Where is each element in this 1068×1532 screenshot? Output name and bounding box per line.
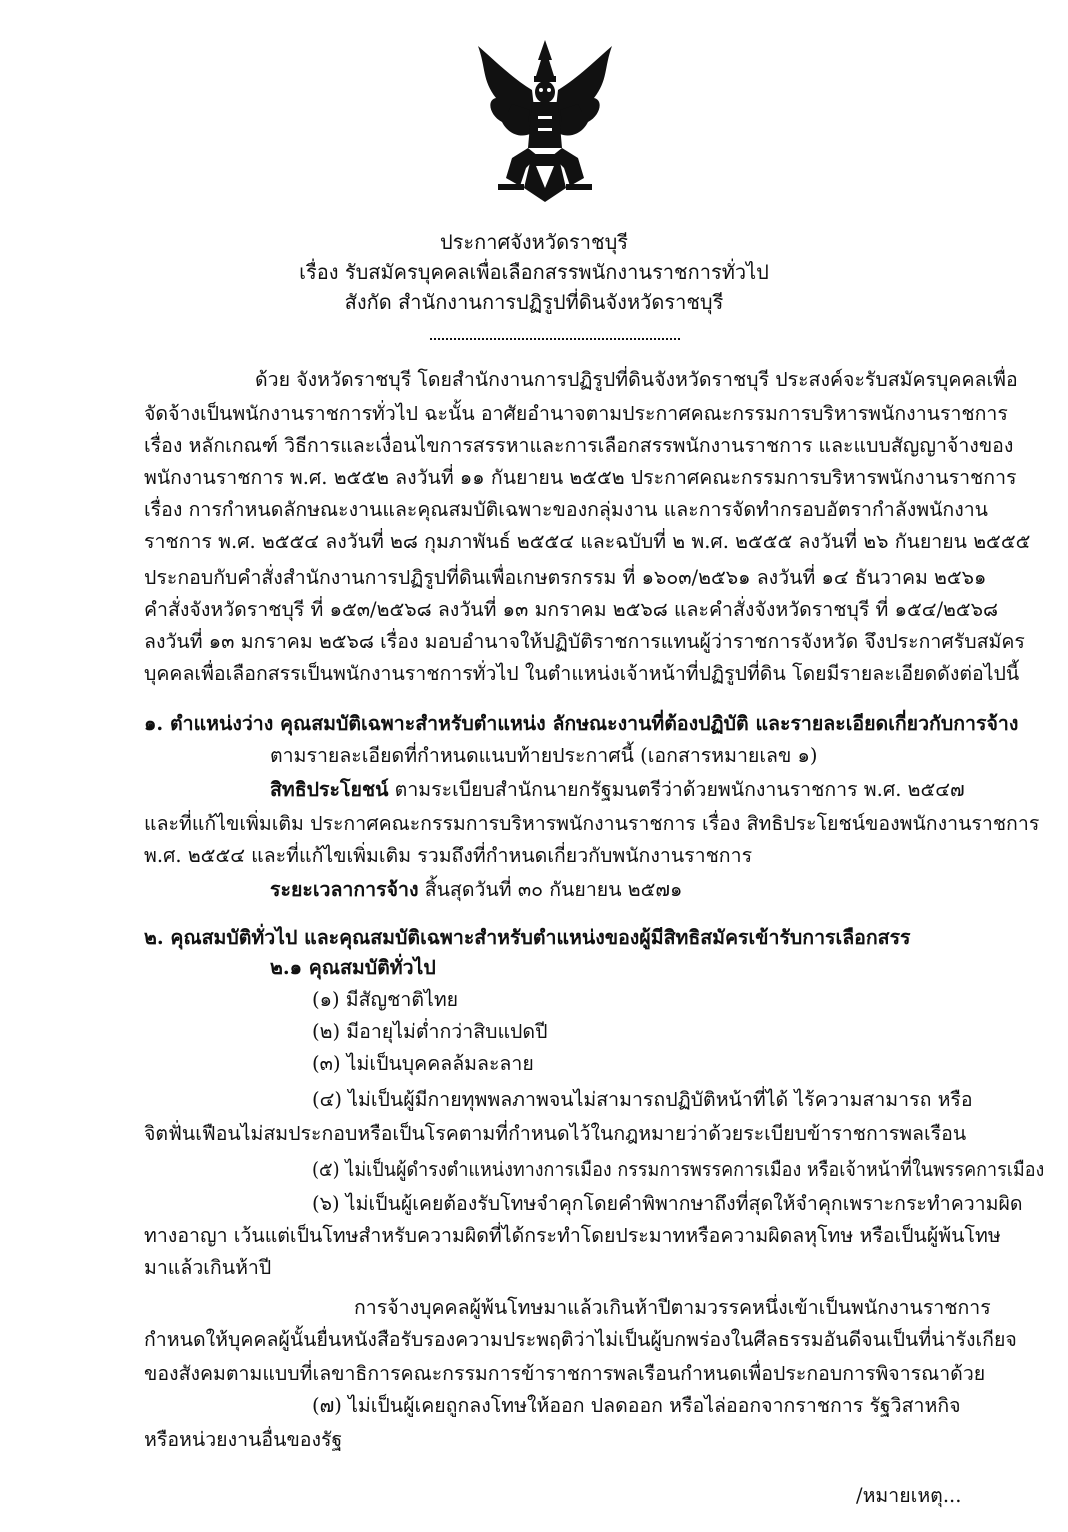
intro-line: คำสั่งจังหวัดราชบุรี ที่ ๑๕๓/๒๕๖๘ ลงวันที่ ๑๓ มกราคม ๒๕๖๘ และคำสั่งจังหวัดราชบุรี ที่ ๑๕๔/๒๕๖๘ <box>144 598 999 621</box>
qualification-item: (๒) มีอายุไม่ต่ำกว่าสิบแปดปี <box>312 1020 548 1043</box>
announcement-unit: สังกัด สำนักงานการปฏิรูปที่ดินจังหวัดราชบุรี <box>344 290 724 314</box>
intro-line: ประกอบกับคำสั่งสำนักงานการปฏิรูปที่ดินเพื่อเกษตรกรรม ที่ ๑๖๐๓/๒๕๖๑ ลงวันที่ ๑๔ ธันวาคม ๒๕๖๑ <box>144 566 987 589</box>
benefits-continuation: พ.ศ. ๒๕๕๔ และที่แก้ไขเพิ่มเติม รวมถึงที่กำหนดเกี่ยวกับพนักงานราชการ <box>144 844 753 867</box>
header-divider <box>430 338 680 340</box>
announcement-subject: เรื่อง รับสมัครบุคคลเพื่อเลือกสรรพนักงานราชการทั่วไป <box>299 260 769 284</box>
qualification-item-continuation: มาแล้วเกินห้าปี <box>144 1256 272 1279</box>
intro-line: ราชการ พ.ศ. ๒๕๕๔ ลงวันที่ ๒๘ กุมภาพันธ์ ๒๕๕๔ และฉบับที่ ๒ พ.ศ. ๒๕๕๕ ลงวันที่ ๒๖ กันยายน ๒๕๕๕ <box>144 530 1031 553</box>
period-label: ระยะเวลาการจ้าง <box>270 878 419 901</box>
qualification-item: (๓) ไม่เป็นบุคคลล้มละลาย <box>312 1052 534 1075</box>
intro-line: เรื่อง หลักเกณฑ์ วิธีการและเงื่อนไขการสรรหาและการเลือกสรรพนักงานราชการ และแบบสัญญาจ้างของ <box>144 434 1014 457</box>
section1-heading: ๑. ตำแหน่งว่าง คุณสมบัติเฉพาะสำหรับตำแหน่ง ลักษณะงานที่ต้องปฏิบัติ และรายละเอียดเกี่ยวกับการจ้าง <box>144 712 1019 735</box>
period-text: สิ้นสุดวันที่ ๓๐ กันยายน ๒๕๗๑ <box>418 878 683 901</box>
period-line <box>270 876 682 904</box>
section2-heading: ๒. คุณสมบัติทั่วไป และคุณสมบัติเฉพาะสำหรับตำแหน่งของผู้มีสิทธิสมัครเข้ารับการเลือกสรร <box>144 926 911 949</box>
intro-line: ด้วย จังหวัดราชบุรี โดยสำนักงานการปฏิรูปที่ดินจังหวัดราชบุรี ประสงค์จะรับสมัครบุคคลเพื่อ <box>255 368 1018 391</box>
intro-line: ลงวันที่ ๑๓ มกราคม ๒๕๖๘ เรื่อง มอบอำนาจให้ปฏิบัติราชการแทนผู้ว่าราชการจังหวัด จึงประกาศรับสมัคร <box>144 630 1025 653</box>
qualification-item-continuation: หรือหน่วยงานอื่นของรัฐ <box>144 1428 343 1451</box>
qualification-item: (๔) ไม่เป็นผู้มีกายทุพพลภาพจนไม่สามารถปฏิบัติหน้าที่ได้ ไร้ความสามารถ หรือ <box>312 1088 973 1111</box>
benefits-line <box>270 776 965 804</box>
intro-line: จัดจ้างเป็นพนักงานราชการทั่วไป ฉะนั้น อาศัยอำนาจตามประกาศคณะกรรมการบริหารพนักงานราชการ <box>144 402 1008 425</box>
intro-line: เรื่อง การกำหนดลักษณะงานและคุณสมบัติเฉพาะของกลุ่มงาน และการจัดทำกรอบอัตรากำลังพนักงาน <box>144 498 989 521</box>
note-line: ของสังคมตามแบบที่เลขาธิการคณะกรรมการข้าราชการพลเรือนกำหนดเพื่อประกอบการพิจารณาด้วย <box>144 1362 986 1385</box>
benefits-text: ตามระเบียบสำนักนายกรัฐมนตรีว่าด้วยพนักงานราชการ พ.ศ. ๒๕๔๗ <box>388 778 965 801</box>
section1-detail: ตามรายละเอียดที่กำหนดแนบท้ายประกาศนี้ (เอกสารหมายเลข ๑) <box>270 744 818 767</box>
note-line: กำหนดให้บุคคลผู้นั้นยื่นหนังสือรับรองความประพฤติว่าไม่เป็นผู้บกพร่องในศีลธรรมอันดีจนเป็นที่น่ารังเกียจ <box>144 1328 1017 1351</box>
qualification-item-continuation: ทางอาญา เว้นแต่เป็นโทษสำหรับความผิดที่ได้กระทำโดยประมาทหรือความผิดลหุโทษ หรือเป็นผู้พ้นโทษ <box>144 1224 1001 1247</box>
intro-line: บุคคลเพื่อเลือกสรรเป็นพนักงานราชการทั่วไป ในตำแหน่งเจ้าหน้าที่ปฏิรูปที่ดิน โดยมีรายละเอียดดังต่อไปนี้ <box>144 662 1020 685</box>
intro-line: พนักงานราชการ พ.ศ. ๒๕๕๒ ลงวันที่ ๑๑ กันยายน ๒๕๕๒ ประกาศคณะกรรมการบริหารพนักงานราชการ <box>144 466 1017 489</box>
garuda-emblem-icon <box>472 38 618 206</box>
qualification-item: (๖) ไม่เป็นผู้เคยต้องรับโทษจำคุกโดยคำพิพากษาถึงที่สุดให้จำคุกเพราะกระทำความผิด <box>312 1192 1023 1215</box>
announcement-title: ประกาศจังหวัดราชบุรี <box>439 230 629 254</box>
note-line: การจ้างบุคคลผู้พ้นโทษมาแล้วเกินห้าปีตามวรรคหนึ่งเข้าเป็นพนักงานราชการ <box>354 1296 991 1319</box>
continuation-note: /หมายเหตุ... <box>856 1484 962 1507</box>
benefits-continuation: และที่แก้ไขเพิ่มเติม ประกาศคณะกรรมการบริหารพนักงานราชการ เรื่อง สิทธิประโยชน์ของพนักงานราชการ <box>144 812 1040 835</box>
qualification-item: (๗) ไม่เป็นผู้เคยถูกลงโทษให้ออก ปลดออก หรือไล่ออกจากราชการ รัฐวิสาหกิจ <box>312 1394 961 1417</box>
qualification-item: (๕) ไม่เป็นผู้ดำรงตำแหน่งทางการเมือง กรรมการพรรคการเมือง หรือเจ้าหน้าที่ในพรรคการเมือง <box>312 1158 1045 1181</box>
qualification-item-continuation: จิตฟั่นเฟือนไม่สมประกอบหรือเป็นโรคตามที่กำหนดไว้ในกฎหมายว่าด้วยระเบียบข้าราชการพลเรือน <box>144 1122 967 1145</box>
qualification-item: (๑) มีสัญชาติไทย <box>312 988 459 1011</box>
benefits-label: สิทธิประโยชน์ <box>270 778 389 801</box>
section2-sub-heading: ๒.๑ คุณสมบัติทั่วไป <box>270 956 436 979</box>
